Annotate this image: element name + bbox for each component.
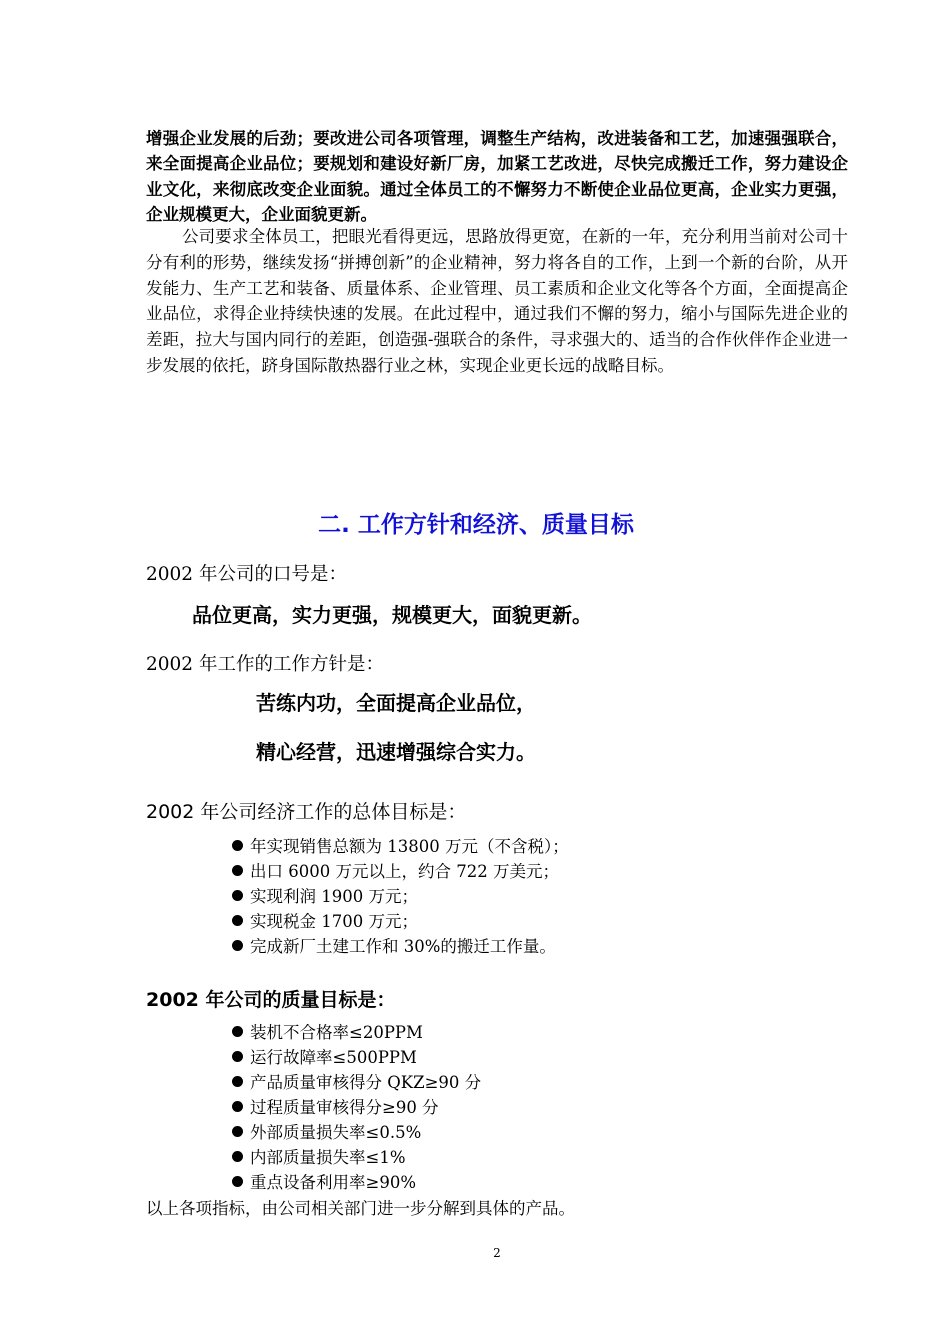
economic-goals-list: [232, 834, 569, 959]
bullet-icon: [232, 915, 243, 926]
list-item: 装机不合格率≤20PPM: [232, 1020, 481, 1045]
policy-intro: 2002 年工作的工作方针是：: [146, 654, 384, 675]
list-item: 完成新厂土建工作和 30%的搬迁工作量。: [232, 934, 569, 959]
closing-note: 以上各项指标，由公司相关部门进一步分解到具体的产品。: [146, 1199, 575, 1218]
bullet-icon: [232, 1051, 243, 1062]
bullet-icon: [232, 865, 243, 876]
bullet-icon: [232, 940, 243, 951]
slogan-text: 品位更高，实力更强，规模更大，面貌更新。: [192, 603, 592, 627]
list-item: 外部质量损失率≤0.5%: [232, 1120, 481, 1145]
list-item: 重点设备利用率≥90%: [232, 1170, 481, 1195]
bullet-icon: [232, 890, 243, 901]
list-item: 内部质量损失率≤1%: [232, 1145, 481, 1170]
list-item: 实现利润 1900 万元；: [232, 884, 569, 909]
bullet-icon: [232, 1076, 243, 1087]
list-item: 出口 6000 万元以上，约合 722 万美元；: [232, 859, 569, 884]
intro-paragraph: 公司要求全体员工，把眼光看得更远，思路放得更宽，在新的一年，充分利用当前对公司十分有利的形势，继续发扬“拼搏创新”的企业精神，努力将各自的工作，上到一个新的台阶，从开发能力、生产工艺和装备、质量体系、企业管理、员工素质和企业文化等各个方面，全面提高企业品位，求得企业持续快速的发展。在此过程中，通过我们不懈的努力，缩小与国际先进企业的差距，拉大与国内同行的差距，创造强-强联合的条件，寻求强大的、适当的合作伙伴作企业进一步发展的依托，跻身国际散热器行业之林，实现企业更长远的战略目标。: [146, 227, 848, 375]
bullet-icon: [232, 840, 243, 851]
bullet-icon: [232, 1151, 243, 1162]
quality-goals-title: 2002 年公司的质量目标是：: [146, 989, 396, 1011]
list-item: 运行故障率≤500PPM: [232, 1045, 481, 1070]
policy-line-2: 精心经营，迅速增强综合实力。: [256, 740, 536, 764]
bullet-icon: [232, 1126, 243, 1137]
bullet-icon: [232, 1176, 243, 1187]
intro-bold-paragraph: 增强企业发展的后劲；要改进公司各项管理，调整生产结构，改进装备和工艺，加速强强联合，来全面提高企业品位；要规划和建设好新厂房，加紧工艺改进，尽快完成搬迁工作，努力建设企业文化，来彻底改变企业面貌。通过全体员工的不懈努力不断使企业品位更高，企业实力更强，企业规模更大，企业面貌更新。: [146, 129, 848, 225]
page-number: 2: [493, 1246, 501, 1260]
policy-line-1: 苦练内功，全面提高企业品位，: [256, 691, 536, 715]
bullet-icon: [232, 1026, 243, 1037]
quality-goals-list: [232, 1020, 481, 1195]
slogan-intro: 2002 年公司的口号是：: [146, 564, 347, 585]
economic-goals-title: 2002 年公司经济工作的总体目标是：: [146, 801, 467, 823]
bullet-icon: [232, 1101, 243, 1112]
list-item: 实现税金 1700 万元；: [232, 909, 569, 934]
list-item: 过程质量审核得分≥90 分: [232, 1095, 481, 1120]
list-item: 年实现销售总额为 13800 万元（不含税）；: [232, 834, 569, 859]
section-heading: 二. 工作方针和经济、质量目标: [318, 512, 634, 538]
list-item: 产品质量审核得分 QKZ≥90 分: [232, 1070, 481, 1095]
